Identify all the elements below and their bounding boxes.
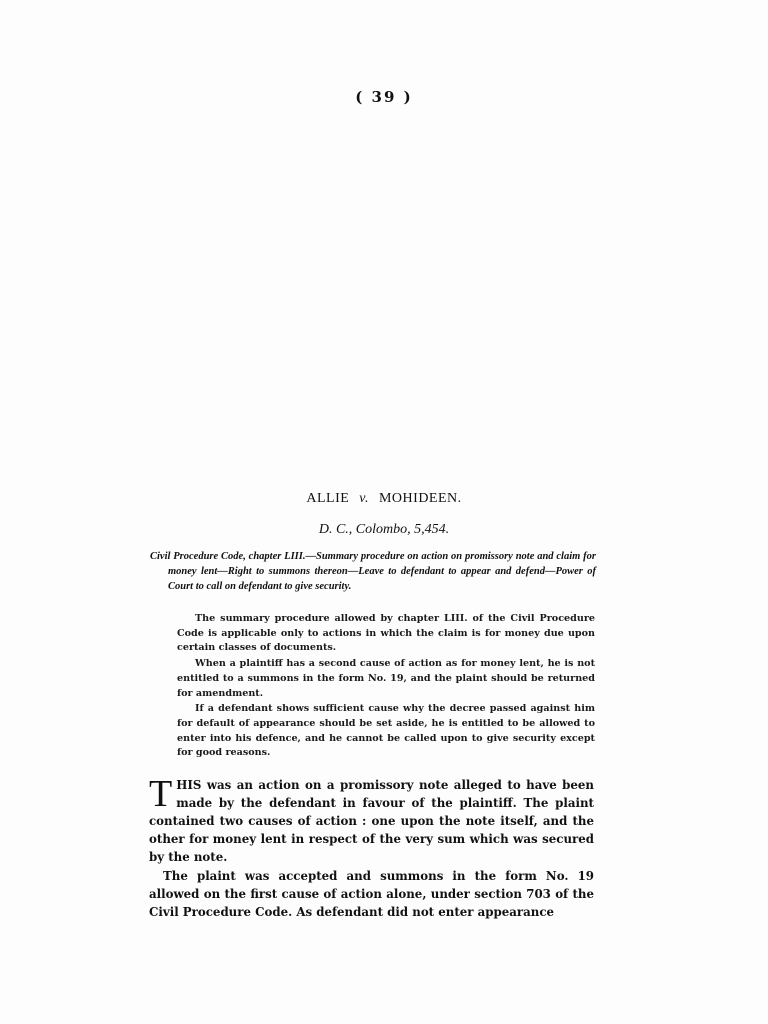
- holding-paragraph: The summary procedure allowed by chapter LIII. of the Civil Procedure Code is applicable only to actions in which the claim is for money due upon certain classes of documents.: [177, 613, 595, 654]
- holding-paragraph: When a plaintiff has a second cause of action as for money lent, he is not entitled to a summons in the form No. 19, and the plaint should be returned for amendment.: [177, 658, 595, 699]
- case-title: [0, 491, 768, 507]
- defendant-name: MOHIDEEN.: [378, 491, 462, 506]
- court-line: D. C., Colombo, 5,454.: [318, 522, 450, 537]
- judgment-body: [149, 773, 594, 921]
- page-number: ( 39 ): [355, 88, 413, 106]
- holdings: [177, 612, 595, 762]
- body-paragraph-text: HIS was an action on a promissory note alleged to have been made by the defendant in favour of the plaintiff. The plaint contained two causes of action : one upon the note itself, and the other for money lent in respect of the very sum which was secured by the note.: [149, 778, 594, 864]
- holding-paragraph: If a defendant shows sufficient cause why the decree passed against him for default of appearance should be set aside, he is entitled to be allowed to enter into his defence, and he cannot be called upon to give security except for good reasons.: [177, 703, 595, 759]
- drop-cap: T: [149, 773, 173, 815]
- body-paragraph: [149, 773, 594, 866]
- headnote: Civil Procedure Code, chapter LIII.—Summary procedure on action on promissory note and claim for money lent—Right to summons thereon—Leave to defendant to appear and defend—Power of Court to call on defendant to give security.: [150, 551, 596, 592]
- body-paragraph: The plaint was accepted and summons in the form No. 19 allowed on the first cause of action alone, under section 703 of the Civil Procedure Code. As defendant did not enter appearance: [149, 869, 594, 919]
- plaintiff-name: ALLIE: [306, 491, 350, 506]
- versus: v.: [359, 491, 369, 506]
